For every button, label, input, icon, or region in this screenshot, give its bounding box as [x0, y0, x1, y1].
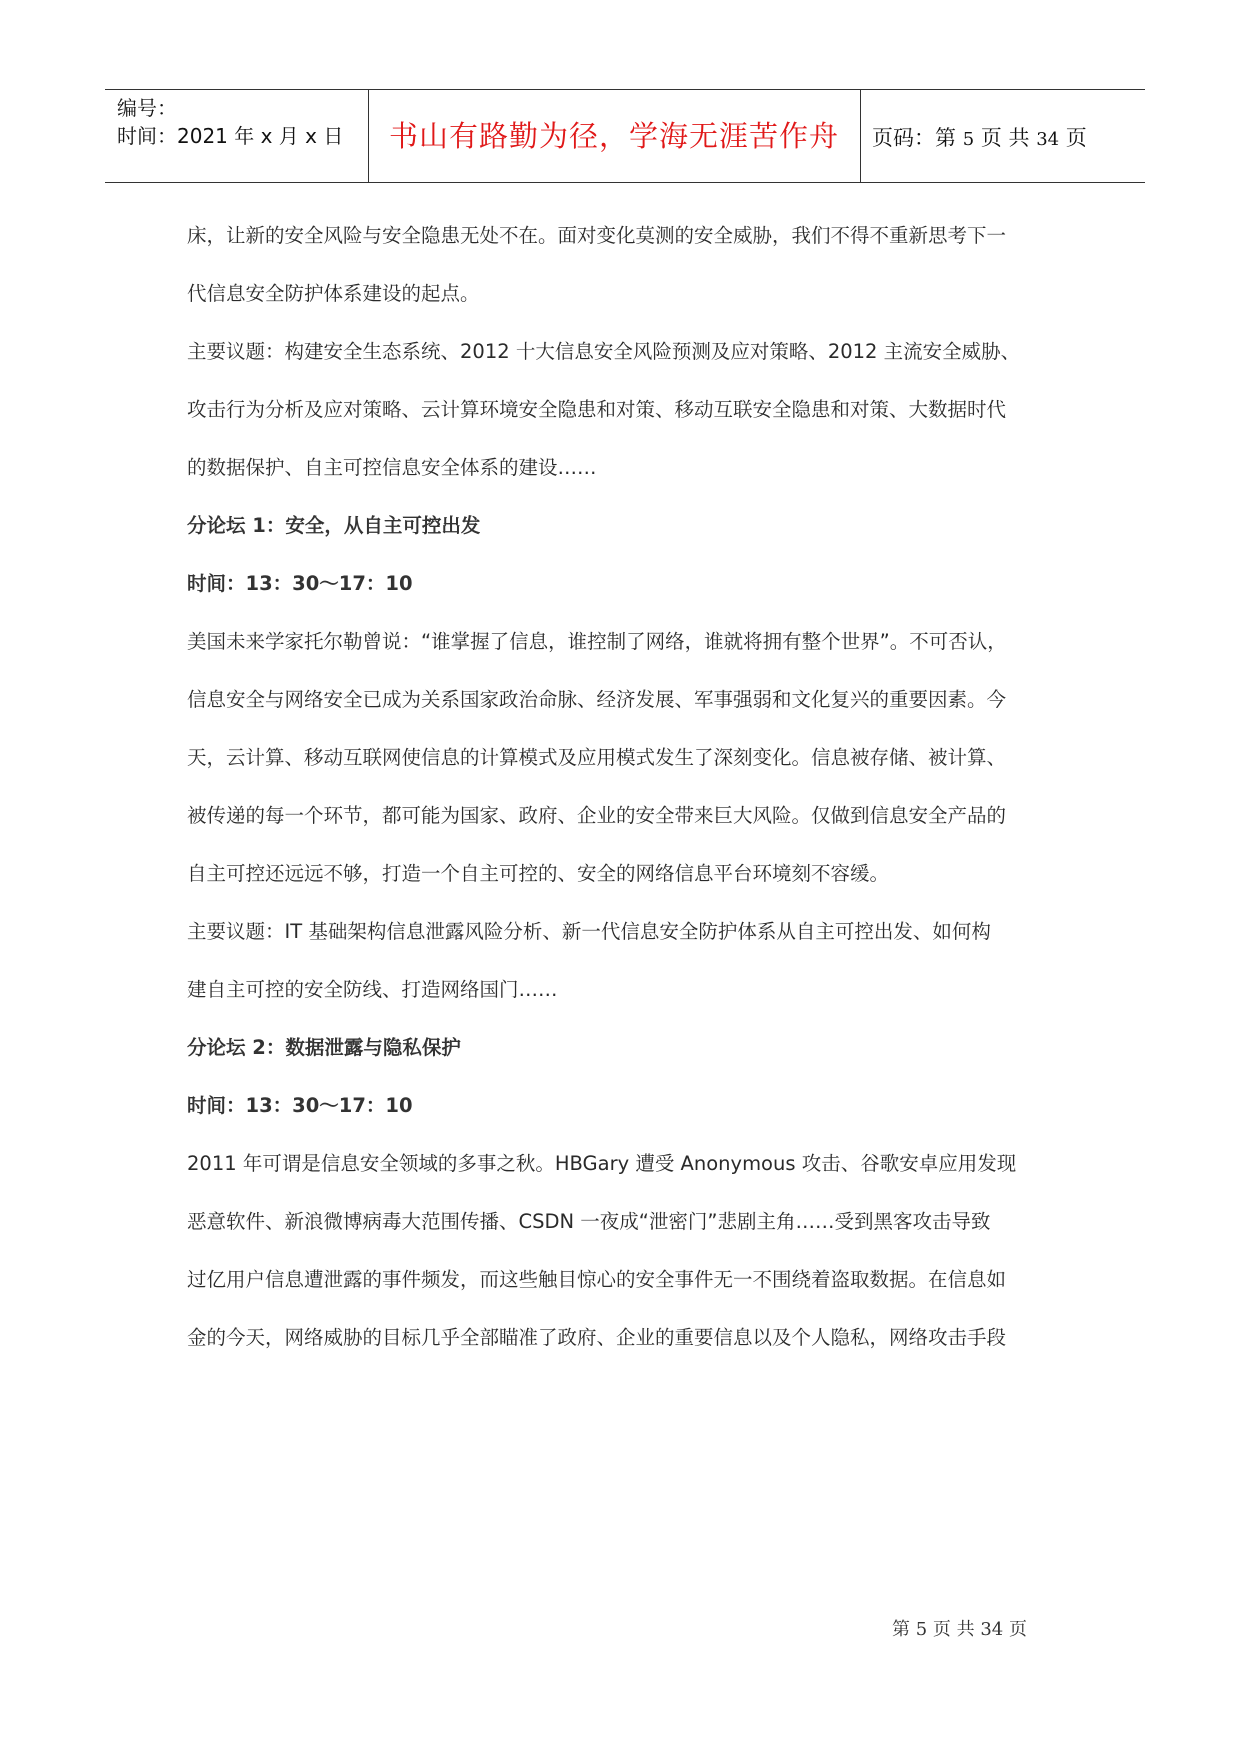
body-line: 过亿用户信息遭泄露的事件频发，而这些触目惊心的安全事件无一不围绕着盗取数据。在信息如 — [187, 1268, 1007, 1291]
doc-time-label: 时间：2021 年 x 月 x 日 — [117, 124, 344, 148]
page-label-suffix: 页 — [1065, 126, 1087, 150]
page-current: 5 — [962, 129, 975, 150]
body-line: 自主可控还远远不够，打造一个自主可控的、安全的网络信息平台环境刻不容缓。 — [187, 862, 890, 885]
section-heading: 分论坛 2：数据泄露与隐私保护 — [187, 1036, 461, 1059]
body-line: 主要议题：构建安全生态系统、2012 十大信息安全风险预测及应对策略、2012 主流安全威胁、 — [187, 340, 1021, 363]
page-total: 34 — [1036, 129, 1060, 150]
section-time: 时间：13：30～17：10 — [187, 1094, 413, 1117]
page-footer: 第 5 页 共 34 页 — [892, 1619, 1027, 1640]
header-meta — [117, 94, 343, 150]
body-line: 床，让新的安全风险与安全隐患无处不在。面对变化莫测的安全威胁，我们不得不重新思考下一 — [187, 224, 1007, 247]
body-line: 的数据保护、自主可控信息安全体系的建设…… — [187, 456, 597, 479]
body-line: 信息安全与网络安全已成为关系国家政治命脉、经济发展、军事强弱和文化复兴的重要因素。今 — [187, 688, 1007, 711]
header-motto: 书山有路勤为径，学海无涯苦作舟 — [388, 119, 839, 153]
section-heading: 分论坛 1：安全，从自主可控出发 — [187, 514, 481, 537]
body-line: 建自主可控的安全防线、打造网络国门…… — [187, 978, 558, 1001]
body-line: 金的今天，网络威胁的目标几乎全部瞄准了政府、企业的重要信息以及个人隐私，网络攻击手段 — [187, 1326, 1007, 1349]
page-header — [105, 89, 1145, 183]
body-line: 主要议题：IT 基础架构信息泄露风险分析、新一代信息安全防护体系从自主可控出发、如何构 — [187, 920, 991, 943]
page-label-prefix: 页码：第 — [872, 126, 956, 150]
body-line: 被传递的每一个环节，都可能为国家、政府、企业的安全带来巨大风险。仅做到信息安全产品的 — [187, 804, 1007, 827]
body-line: 恶意软件、新浪微博病毒大范围传播、CSDN 一夜成“泄密门”悲剧主角……受到黑客攻击导致 — [187, 1210, 991, 1233]
header-divider-right — [860, 90, 861, 182]
header-page-number — [872, 122, 1087, 152]
section-time: 时间：13：30～17：10 — [187, 572, 413, 595]
body-line: 攻击行为分析及应对策略、云计算环境安全隐患和对策、移动互联安全隐患和对策、大数据时代 — [187, 398, 1007, 421]
page-label-mid: 页 共 — [980, 126, 1030, 150]
body-line: 代信息安全防护体系建设的起点。 — [187, 282, 480, 305]
body-line: 天，云计算、移动互联网使信息的计算模式及应用模式发生了深刻变化。信息被存储、被计算、 — [187, 746, 1007, 769]
body-line: 美国未来学家托尔勒曾说：“谁掌握了信息，谁控制了网络，谁就将拥有整个世界”。不可否认， — [187, 630, 1007, 653]
body-line: 2011 年可谓是信息安全领域的多事之秋。HBGary 遭受 Anonymous 攻击、谷歌安卓应用发现 — [187, 1152, 1017, 1175]
doc-number-label: 编号： — [117, 96, 177, 120]
